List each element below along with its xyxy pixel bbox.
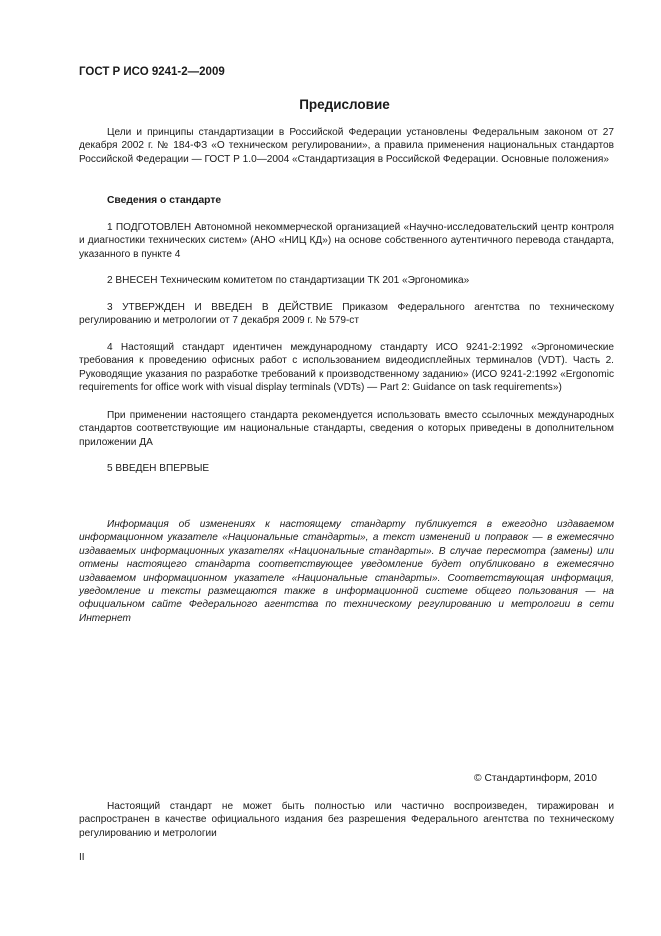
copyright: © Стандартинформ, 2010 <box>474 773 597 784</box>
item-1: 1 ПОДГОТОВЛЕН Автономной некоммерческой организацией «Научно-исследовательский центр контроля и диагностики технических систем» (АНО «НИЦ КД») на основе собственного аутентичного перевода стандарта, указанного в пункте 4 <box>79 222 614 260</box>
item-4-note: При применении настоящего стандарта рекомендуется использовать вместо ссылочных международных стандартов соответствующие им национальные стандарты, сведения о которых приведены в дополнительном приложении ДА <box>79 410 614 448</box>
rights-paragraph: Настоящий стандарт не может быть полностью или частично воспроизведен, тиражирован и распространен в качестве официального издания без разрешения Федерального агентства по техническому регулированию и метрологии <box>79 801 614 839</box>
item-2: 2 ВНЕСЕН Техническим комитетом по стандартизации ТК 201 «Эргономика» <box>107 275 470 286</box>
intro-paragraph: Цели и принципы стандартизации в Российской Федерации установлены Федеральным законом от 27 декабря 2002 г. № 184-ФЗ «О техническом регулировании», а правила применения национальных стандартов Российской Федерации — ГОСТ Р 1.0—2004 «Стандартизация в Российской Федерации. Основные положения» <box>79 127 614 165</box>
notice-paragraph: Информация об изменениях к настоящему стандарту публикуется в ежегодно издаваемом информационном указателе «Национальные стандарты», а текст изменений и поправок — в ежемесячно издаваемых информационных указателях «Национальные стандарты». В случае пересмотра (замены) или отмены настоящего стандарта соответствующее уведомление будет опубликовано в ежемесячно издаваемом информационном указателе «Национальные стандарты». Соответствующая информация, уведомление и тексты размещаются также в информационной системе общего пользования — на официальном сайте Федерального агентства по техническому регулированию и метрологии в сети Интернет <box>79 519 614 624</box>
info-heading: Сведения о стандарте <box>107 195 222 206</box>
item-3: 3 УТВЕРЖДЕН И ВВЕДЕН В ДЕЙСТВИЕ Приказом Федерального агентства по техническому регулированию и метрологии от 7 декабря 2009 г. № 579-ст <box>79 302 614 327</box>
item-4: 4 Настоящий стандарт идентичен международному стандарту ИСО 9241-2:1992 «Эргономические требования к проведению офисных работ с использованием видеодисплейных терминалов (VDT). Часть 2. Руководящие указания по разработке требований к производственному заданию» (ИСО 9241-2:1992 «Ergonomic requirements for office work with visual display terminals (VDTs) — Part 2: Guidance on task requirements») <box>79 342 614 394</box>
document-code: ГОСТ Р ИСО 9241-2—2009 <box>79 66 225 78</box>
item-5: 5 ВВЕДЕН ВПЕРВЫЕ <box>107 463 210 474</box>
page-title: Предисловие <box>299 97 390 112</box>
page-number: II <box>79 852 85 863</box>
